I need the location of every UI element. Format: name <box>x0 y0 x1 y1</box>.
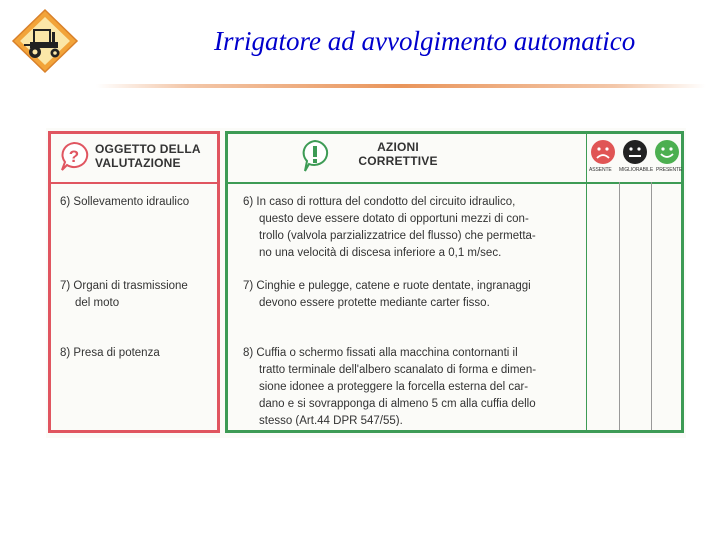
action-line: sione idonee a proteggere la forcella esterna del car- <box>259 381 529 393</box>
question-mark-icon <box>59 141 89 171</box>
column-divider <box>586 134 587 430</box>
column-divider <box>619 182 620 430</box>
subject-header <box>51 134 217 184</box>
action-item <box>243 194 583 262</box>
neutral-face-icon <box>622 139 648 165</box>
subject-line: 7) Organi di trasmissione <box>60 280 188 292</box>
action-line: tratto terminale dell'albero scanalato di forma e dimen- <box>259 364 537 376</box>
subject-line: 6) Sollevamento idraulico <box>60 196 190 208</box>
action-line: questo deve essere dotato di opportuni mezzi di con- <box>259 213 529 225</box>
action-line: dano e si sovrapponga di almeno 5 cm alla cuffia dello <box>259 398 536 410</box>
subject-line: 8) Presa di potenza <box>60 347 160 359</box>
action-item <box>243 345 583 426</box>
action-line: devono essere protette mediante carter fisso. <box>259 297 490 309</box>
face-label-improvable: MIGLIORABILE <box>619 167 654 173</box>
subject-header-line1: OGGETTO DELLA <box>95 142 201 156</box>
action-line: 6) In caso di rottura del condotto del circuito idraulico, <box>243 196 516 208</box>
sad-face-icon <box>590 139 616 165</box>
exclamation-icon <box>300 139 330 173</box>
tractor-icon <box>10 8 80 74</box>
subject-item <box>60 194 189 211</box>
action-line: no una velocità di discesa inferiore a 0,1 m/sec. <box>259 247 502 259</box>
actions-header-line2: CORRETTIVE <box>358 154 438 168</box>
subject-line: del moto <box>75 297 120 309</box>
action-line: 7) Cinghie e pulegge, catene e ruote dentate, ingranaggi <box>243 280 531 292</box>
actions-header-line1: AZIONI <box>377 140 419 154</box>
page-title: Irrigatore ad avvolgimento automatico <box>214 26 636 56</box>
subject-item <box>60 345 160 362</box>
action-line: 8) Cuffia o schermo fissati alla macchina contornanti il <box>243 347 518 359</box>
action-line: trollo (valvola parzializzatrice del flusso) che permetta- <box>259 230 536 242</box>
svg-text:?: ? <box>68 147 80 166</box>
action-line: stesso (Art.44 DPR 547/55). <box>259 415 403 426</box>
subject-header-line2: VALUTAZIONE <box>95 156 181 170</box>
subject-item <box>60 278 188 312</box>
face-label-present: PRESENTE <box>656 167 683 173</box>
face-label-absent: ASSENTE <box>589 167 612 173</box>
happy-face-icon <box>654 139 680 165</box>
column-divider <box>651 182 652 430</box>
title-divider <box>96 84 706 88</box>
action-item <box>243 278 583 312</box>
